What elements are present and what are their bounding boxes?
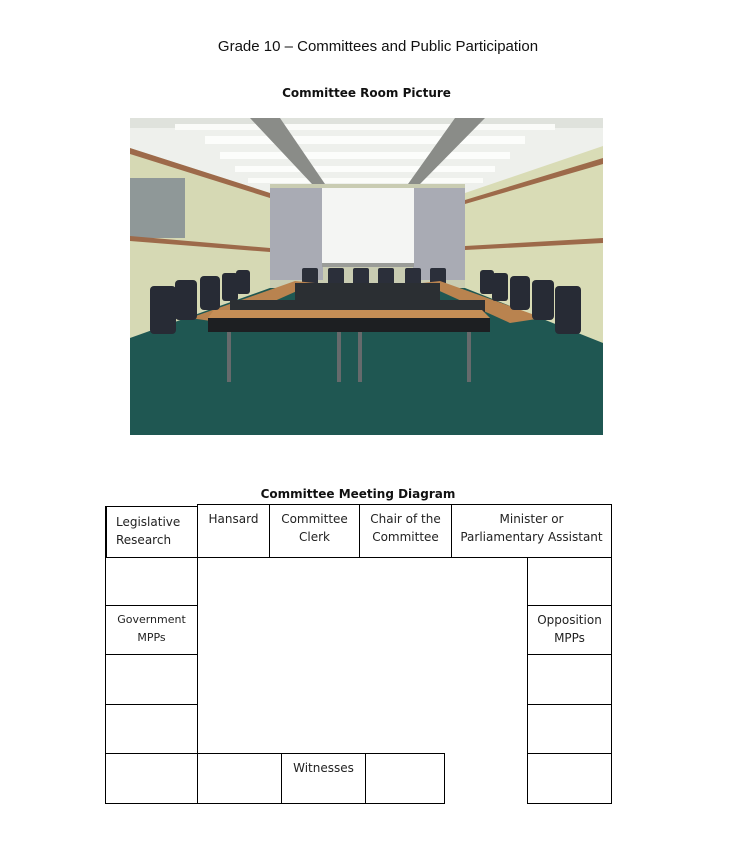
seat-witness-3 — [365, 753, 445, 804]
seat-opposition-1 — [527, 557, 612, 606]
diagram-heading: Committee Meeting Diagram — [260, 487, 456, 501]
seat-government-mpps: Government MPPs — [105, 605, 198, 655]
seat-opposition-3 — [527, 654, 612, 705]
committee-room-photo — [130, 118, 603, 435]
seat-chair: Chair of the Committee — [359, 504, 452, 558]
seat-opposition-mpps: Opposition MPPs — [527, 605, 612, 655]
seat-legislative-research: Legislative Research — [105, 506, 198, 558]
seat-opposition-4 — [527, 704, 612, 754]
photo-heading: Committee Room Picture — [282, 86, 451, 100]
document-title: Grade 10 – Committees and Public Participation — [217, 38, 539, 55]
seat-government-5 — [105, 753, 198, 804]
seat-government-4 — [105, 704, 198, 754]
seat-witness-1 — [197, 753, 282, 804]
seat-minister: Minister or Parliamentary Assistant — [451, 504, 612, 558]
seat-government-3 — [105, 654, 198, 705]
seat-hansard: Hansard — [197, 504, 270, 558]
seat-committee-clerk: Committee Clerk — [269, 504, 360, 558]
seat-government-1 — [105, 557, 198, 606]
seat-opposition-5 — [527, 753, 612, 804]
seat-witnesses: Witnesses — [281, 753, 366, 804]
u-inner-left-line — [197, 557, 198, 754]
